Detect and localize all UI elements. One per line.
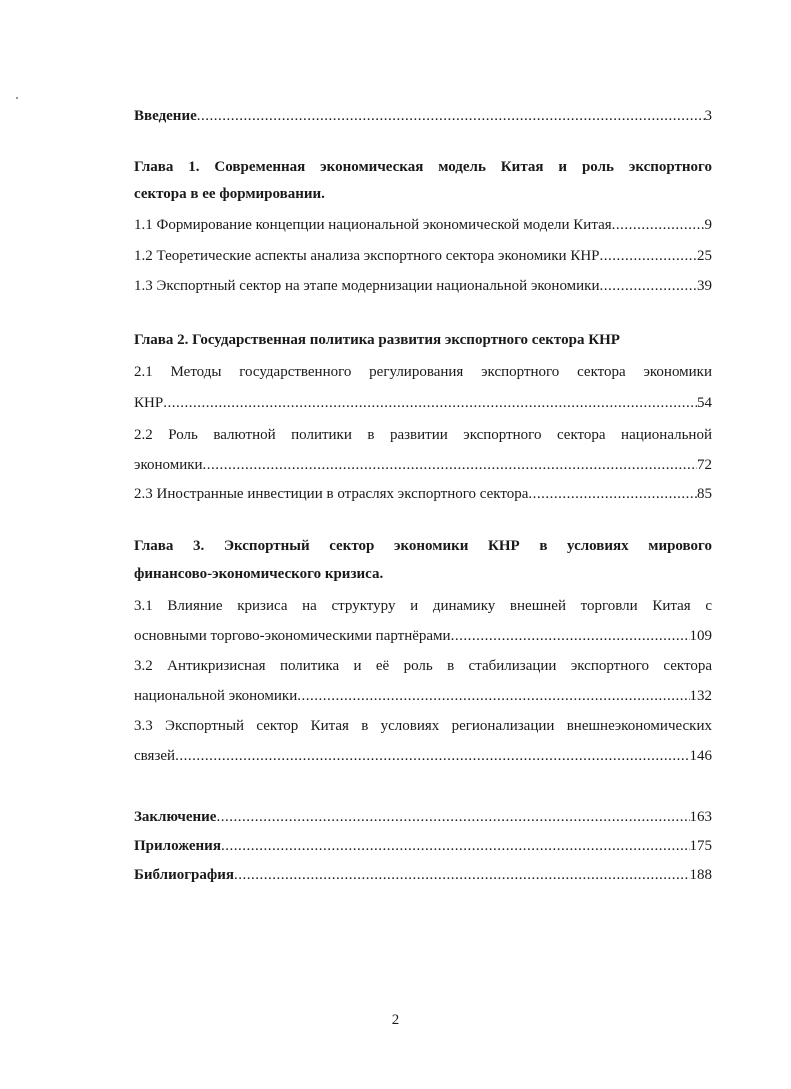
toc-entry-page: 146: [689, 748, 712, 764]
toc-entry-title: Приложения: [134, 838, 221, 854]
toc-entry-appendix[interactable]: [134, 836, 712, 856]
toc-entry-title: 1.1 Формирование концепции национальной экономической модели Китая: [134, 217, 612, 233]
toc-entry-title: связей: [134, 748, 176, 764]
dot-leader: [600, 276, 698, 296]
page-number: 2: [391, 1012, 400, 1028]
toc-entry-page: 25: [697, 248, 712, 264]
toc-entry-title: 2.3 Иностранные инвестиции в отраслях экспортного сектора: [134, 486, 529, 502]
toc-entry-page: 85: [697, 486, 712, 502]
toc-entry-page: 132: [689, 688, 712, 704]
toc-entry-page: 163: [689, 809, 712, 825]
toc-entry-2-2-line1[interactable]: 2.2 Роль валютной политики в развитии экспортного сектора национальной: [134, 427, 712, 443]
toc-entry-page: 54: [697, 395, 712, 411]
toc-entry-3-3-line1[interactable]: 3.3 Экспортный сектор Китая в условиях регионализации внешнеэкономических: [134, 718, 712, 734]
toc-entry-3-2-line2[interactable]: [134, 686, 712, 706]
chapter-2-heading: Глава 2. Государственная политика развития экспортного сектора КНР: [134, 332, 620, 348]
chapter-3-heading-line1: Глава 3. Экспортный сектор экономики КНР в условиях мирового: [134, 538, 712, 554]
toc-entry-1-2[interactable]: [134, 246, 712, 266]
scan-speck: [16, 97, 18, 99]
toc-entry-2-1-line1[interactable]: 2.1 Методы государственного регулирования экспортного сектора экономики: [134, 364, 712, 380]
toc-entry-title: экономики: [134, 457, 203, 473]
dot-leader: [221, 836, 690, 856]
toc-entry-title: национальной экономики: [134, 688, 298, 704]
toc-entry-2-1-line2[interactable]: [134, 393, 712, 413]
toc-entry-3-3-line2[interactable]: [134, 746, 712, 766]
toc-entry-conclusion[interactable]: [134, 807, 712, 827]
toc-entry-1-3[interactable]: [134, 276, 712, 296]
chapter-3-heading-line2: финансово-экономического кризиса.: [134, 566, 384, 582]
dot-leader: [216, 807, 689, 827]
toc-entry-page: 9: [704, 217, 712, 233]
dot-leader: [163, 393, 697, 413]
toc-entry-1-1[interactable]: [134, 215, 712, 235]
dot-leader: [612, 215, 705, 235]
toc-entry-bibliography[interactable]: [134, 865, 712, 885]
toc-entry-3-1-line1[interactable]: 3.1 Влияние кризиса на структуру и динамику внешней торговли Китая с: [134, 598, 712, 614]
toc-entry-page: 175: [689, 838, 712, 854]
dot-leader: [175, 746, 689, 766]
toc-entry-2-3[interactable]: [134, 484, 712, 504]
toc-entry-title: основными торгово-экономическими партнёрами: [134, 628, 451, 644]
toc-entry-3-2-line1[interactable]: 3.2 Антикризисная политика и её роль в стабилизации экспортного сектора: [134, 658, 712, 674]
toc-entry-title: 1.2 Теоретические аспекты анализа экспортного сектора экономики КНР: [134, 248, 600, 264]
toc-entry-3-1-line2[interactable]: [134, 626, 712, 646]
toc-entry-title: 1.3 Экспортный сектор на этапе модернизации национальной экономики: [134, 278, 600, 294]
toc-entry-page: 188: [689, 867, 712, 883]
dot-leader: [234, 865, 689, 885]
toc-entry-title: Введение: [134, 108, 197, 124]
toc-entry-title: Библиография: [134, 867, 235, 883]
toc-entry-intro[interactable]: [134, 106, 712, 126]
toc-entry-title: КНР: [134, 395, 164, 411]
chapter-1-heading-line1: Глава 1. Современная экономическая модель Китая и роль экспортного: [134, 159, 712, 175]
dot-leader: [203, 455, 697, 475]
dot-leader: [297, 686, 689, 706]
toc-entry-page: 3: [704, 108, 712, 124]
dot-leader: [197, 106, 705, 126]
toc-entry-page: 72: [697, 457, 712, 473]
dot-leader: [600, 246, 697, 266]
chapter-1-heading-line2: сектора в ее формировании.: [134, 186, 325, 202]
toc-entry-page: 39: [697, 278, 712, 294]
toc-entry-page: 109: [689, 628, 712, 644]
toc-entry-2-2-line2[interactable]: [134, 455, 712, 475]
dot-leader: [528, 484, 697, 504]
dot-leader: [451, 626, 690, 646]
toc-entry-title: Заключение: [134, 809, 217, 825]
